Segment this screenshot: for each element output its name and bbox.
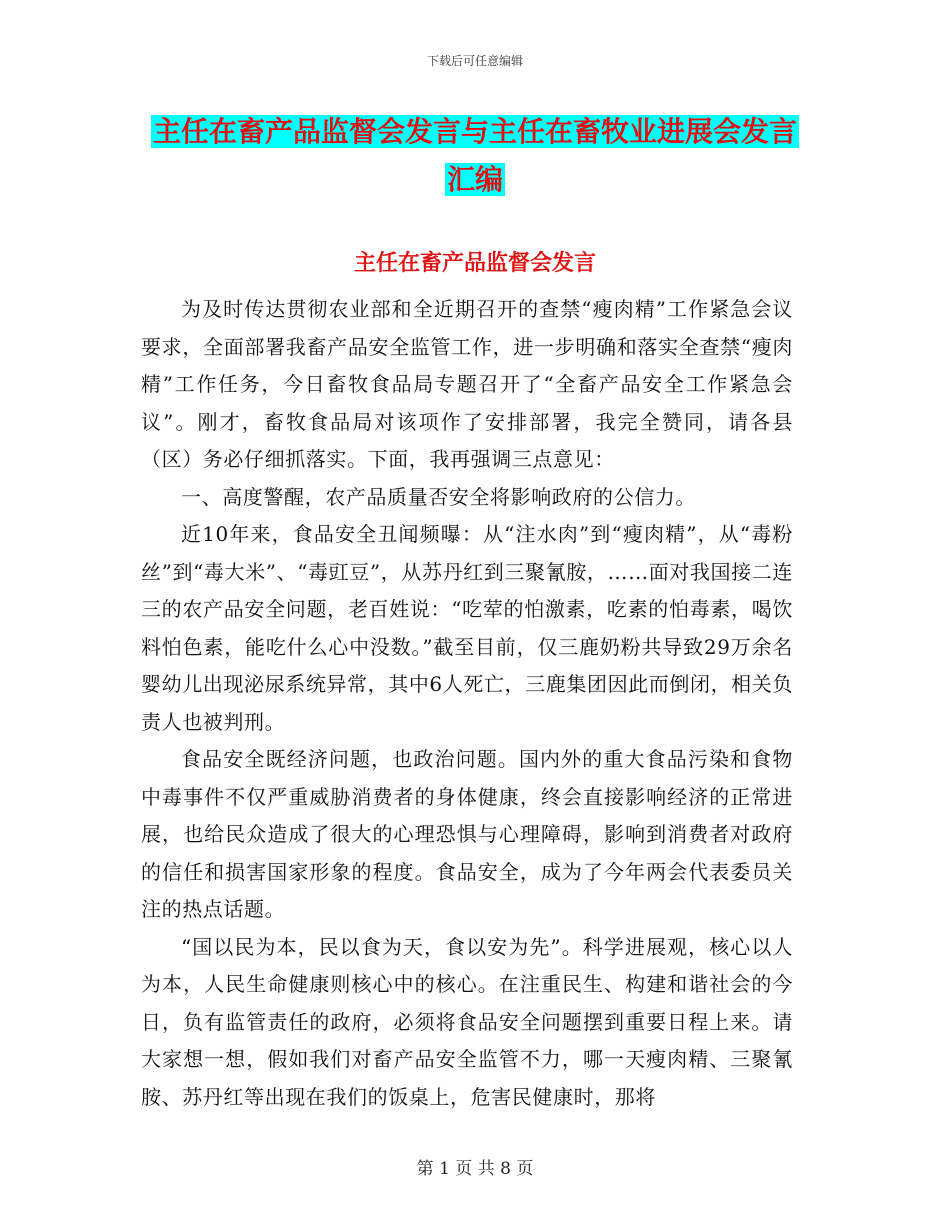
- header-note: 下载后可任意编辑: [426, 54, 523, 68]
- document-title-line-1: 主任在畜产品监督会发言与主任在畜牧业进展会发言: [152, 115, 797, 148]
- page-number: 第 1 页 共 8 页: [416, 1159, 534, 1179]
- body-text: [141, 291, 793, 1116]
- paragraph: 为及时传达贯彻农业部和全近期召开的查禁“瘦肉精”工作紧急会议要求，全面部署我畜产品安全监管工作，进一步明确和落实全查禁“瘦肉精”工作任务，今日畜牧食品局专题召开了“全畜产品安全工作紧急会议”。刚才，畜牧食品局对该项作了安排部署，我完全赞同，请各县（区）务必仔细抓落实。下面，我再强调三点意见：: [141, 297, 793, 471]
- section-title: 主任在畜产品监督会发言: [353, 251, 596, 276]
- paragraph: “国以民为本，民以食为天，食以安为先”。科学进展观，核心以人为本，人民生命健康则核心中的核心。在注重民生、构建和谐社会的今日，负有监管责任的政府，必须将食品安全问题摆到重要日程上来。请大家想一想，假如我们对畜产品安全监管不力，哪一天瘦肉精、三聚氰胺、苏丹红等出现在我们的饭桌上，危害民健康时，那将: [141, 934, 793, 1109]
- paragraph: 一、高度警醒，农产品质量否安全将影响政府的公信力。: [181, 484, 696, 509]
- document-title-line-2: 汇编: [446, 163, 503, 196]
- paragraph: 食品安全既经济问题，也政治问题。国内外的重大食品污染和食物中毒事件不仅严重威胁消费者的身体健康，终会直接影响经济的正常进展，也给民众造成了很大的心理恐惧与心理障碍，影响到消费者对政府的信任和损害国家形象的程度。食品安全，成为了今年两会代表委员关注的热点话题。: [141, 747, 793, 921]
- paragraph: 近10年来，食品安全丑闻频曝：从“注水肉”到“瘦肉精”，从“毒粉丝”到“毒大米”、“毒豇豆”，从苏丹红到三聚氰胺，……面对我国接二连三的农产品安全问题，老百姓说：“吃荤的怕激素，吃素的怕毒素，喝饮料怕色素，能吃什么心中没数。”截至目前，仅三鹿奶粉共导致29万余名婴幼儿出现泌尿系统异常，其中6人死亡，三鹿集团因此而倒闭，相关负责人也被判刑。: [141, 522, 793, 734]
- document-title: [140, 108, 810, 204]
